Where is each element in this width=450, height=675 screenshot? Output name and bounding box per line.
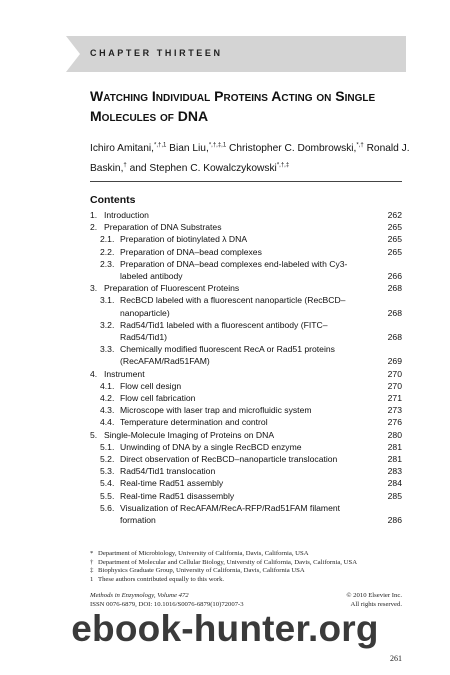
footnote-text: Department of Molecular and Cellular Biology, University of California, Davis, California, USA: [98, 558, 358, 566]
toc-entry: [90, 392, 402, 404]
toc-entry: [90, 368, 402, 380]
toc-section-title: Rad54/Tid1 labeled with a fluorescent antibody (FITC–Rad54/Tid1): [120, 319, 328, 343]
toc-entry: [90, 258, 402, 282]
toc-page-number: 265: [387, 222, 402, 233]
table-of-contents: [90, 209, 402, 526]
footnote: [90, 567, 410, 576]
toc-page-number: 281: [387, 441, 402, 452]
affiliation-marks: *,†: [356, 143, 364, 149]
issn-doi: ISSN 0076-6879, DOI: 10.1016/S0076-6879(10)72007-3: [90, 600, 244, 608]
author-entry: [226, 143, 364, 154]
toc-page-number: 284: [387, 478, 402, 489]
toc-section-title: Direct observation of RecBCD–nanoparticle translocation: [120, 454, 338, 465]
footnote-text: These authors contributed equally to this work.: [98, 575, 225, 583]
footnote-mark: †: [90, 558, 94, 566]
page-number: 261: [390, 654, 402, 663]
footnote-mark: ‡: [90, 567, 94, 575]
toc-section-number: 4.4.: [100, 417, 115, 428]
toc-page-number: 266: [387, 271, 402, 282]
toc-section-number: 2.2.: [100, 246, 115, 257]
toc-page-number: 270: [387, 368, 402, 379]
author-name: Christopher C. Dombrowski,: [226, 143, 357, 155]
toc-section-title: RecBCD labeled with a fluorescent nanoparticle (RecBCD–nanoparticle): [120, 295, 346, 318]
toc-entry: [90, 453, 402, 465]
toc-section-title: Unwinding of DNA by a single RecBCD enzyme: [120, 441, 302, 452]
toc-entry: [90, 246, 402, 258]
toc-section-number: 5.1.: [100, 441, 115, 452]
toc-entry: [90, 502, 402, 526]
author-name: Bian Liu,: [166, 143, 209, 155]
affiliation-marks: *,†,1: [153, 143, 167, 149]
toc-entry: [90, 282, 402, 294]
toc-section-title: Temperature determination and control: [120, 417, 268, 428]
toc-entry: [90, 490, 402, 502]
toc-section-number: 4.1.: [100, 380, 115, 391]
journal-volume: Methods in Enzymology, Volume 472: [90, 592, 189, 599]
toc-page-number: 270: [387, 380, 402, 391]
copyright-notice: © 2010 Elsevier Inc.: [346, 592, 402, 599]
chapter-tab-notch: [66, 36, 80, 72]
toc-page-number: 262: [387, 210, 402, 220]
affiliation-marks: †: [123, 162, 127, 169]
toc-entry: [90, 416, 402, 428]
toc-section-title: Instrument: [104, 368, 145, 379]
footnote-text: Department of Microbiology, University of California, Davis, California, USA: [98, 550, 309, 557]
toc-entry: [90, 343, 402, 367]
author-name: and Stephen C. Kowalczykowski: [126, 162, 277, 174]
toc-page-number: 268: [387, 307, 402, 318]
toc-section-title: Real-time Rad51 assembly: [120, 478, 224, 489]
toc-page-number: 285: [387, 490, 402, 501]
toc-section-number: 2.1.: [100, 234, 115, 245]
toc-entry: [90, 319, 402, 343]
toc-section-title: Introduction: [104, 210, 149, 220]
author-entry: [127, 163, 289, 174]
toc-entry: [90, 221, 402, 233]
footnote: [90, 550, 410, 559]
rights-notice: All rights reserved.: [350, 600, 402, 608]
chapter-title: Watching Individual Proteins Acting on Single Molecules of DNA: [90, 88, 376, 124]
toc-entry: [90, 477, 402, 489]
toc-section-title: Single-Molecule Imaging of Proteins on DNA: [104, 429, 275, 440]
toc-section-title: Preparation of DNA Substrates: [104, 222, 222, 233]
toc-page-number: 286: [387, 515, 402, 526]
toc-page-number: 269: [387, 356, 402, 367]
toc-page-number: 265: [387, 246, 402, 257]
footnote-mark: *: [90, 550, 94, 557]
author-entry: [90, 143, 166, 154]
affiliation-footnotes: [90, 550, 410, 584]
toc-section-number: 5.2.: [100, 454, 115, 465]
toc-entry: [90, 429, 402, 441]
footnote-text: Biophysics Graduate Group, University of California, Davis, California USA: [98, 567, 305, 575]
affiliation-marks: *,†,‡: [276, 162, 290, 169]
toc-page-number: 271: [387, 393, 402, 404]
toc-page-number: 281: [387, 454, 402, 465]
chapter-label: CHAPTER THIRTEEN: [90, 48, 223, 58]
toc-section-number: 3.3.: [100, 344, 115, 355]
toc-section-number: 5.3.: [100, 466, 115, 477]
toc-section-number: 5.4.: [100, 478, 115, 489]
toc-section-title: Preparation of DNA–bead complexes end-labeled with Cy3-labeled antibody: [120, 258, 348, 282]
toc-section-title: Rad54/Tid1 translocation: [120, 466, 216, 477]
toc-section-number: 4.: [90, 368, 98, 379]
toc-section-title: Microscope with laser trap and microfluidic system: [120, 405, 312, 416]
author-entry: [166, 143, 226, 154]
toc-entry: [90, 465, 402, 477]
watermark-text: ebook-hunter.org: [71, 608, 379, 649]
footnote: [90, 576, 410, 585]
author-name: Ichiro Amitani,: [90, 143, 154, 155]
toc-page-number: 280: [387, 429, 402, 440]
contents-top-rule: [90, 181, 402, 182]
toc-page-number: 268: [387, 283, 402, 294]
toc-section-number: 5.6.: [100, 502, 115, 513]
toc-entry: [90, 441, 402, 453]
author-list: [90, 138, 420, 177]
contents-heading: Contents: [90, 194, 136, 206]
toc-entry: [90, 380, 402, 392]
toc-section-number: 4.2.: [100, 393, 115, 404]
toc-section-title: Preparation of Fluorescent Proteins: [104, 283, 240, 294]
toc-page-number: 273: [387, 405, 402, 416]
toc-section-number: 1.: [90, 210, 98, 220]
toc-page-number: 265: [387, 234, 402, 245]
toc-section-title: Chemically modified fluorescent RecA or Rad51 proteins (RecAFAM/Rad51FAM): [120, 344, 335, 367]
toc-section-number: 2.3.: [100, 258, 115, 269]
toc-section-number: 3.2.: [100, 319, 115, 330]
publication-info: [90, 592, 402, 609]
footnote: [90, 559, 410, 568]
toc-section-number: 4.3.: [100, 405, 115, 416]
toc-page-number: 268: [387, 332, 402, 343]
toc-section-number: 5.: [90, 429, 98, 440]
toc-section-number: 3.1.: [100, 295, 115, 306]
toc-section-title: Real-time Rad51 disassembly: [120, 490, 235, 501]
toc-section-title: Visualization of RecAFAM/RecA-RFP/Rad51FAM filament formation: [120, 502, 341, 526]
toc-section-number: 2.: [90, 222, 98, 233]
toc-section-number: 5.5.: [100, 490, 115, 501]
toc-entry: [90, 209, 402, 221]
affiliation-marks: *,†,‡,1: [208, 143, 227, 149]
footnote-mark: 1: [90, 575, 94, 583]
toc-section-title: Flow cell fabrication: [120, 393, 196, 404]
toc-section-title: Flow cell design: [120, 380, 182, 391]
toc-section-number: 3.: [90, 283, 98, 294]
toc-section-title: Preparation of biotinylated λ DNA: [120, 234, 248, 245]
toc-entry: [90, 294, 402, 318]
toc-entry: [90, 404, 402, 416]
toc-entry: [90, 233, 402, 245]
toc-page-number: 283: [387, 466, 402, 477]
author-name: Ronald J. Baskin,: [90, 143, 410, 174]
toc-page-number: 276: [387, 417, 402, 428]
toc-section-title: Preparation of DNA–bead complexes: [120, 246, 262, 257]
